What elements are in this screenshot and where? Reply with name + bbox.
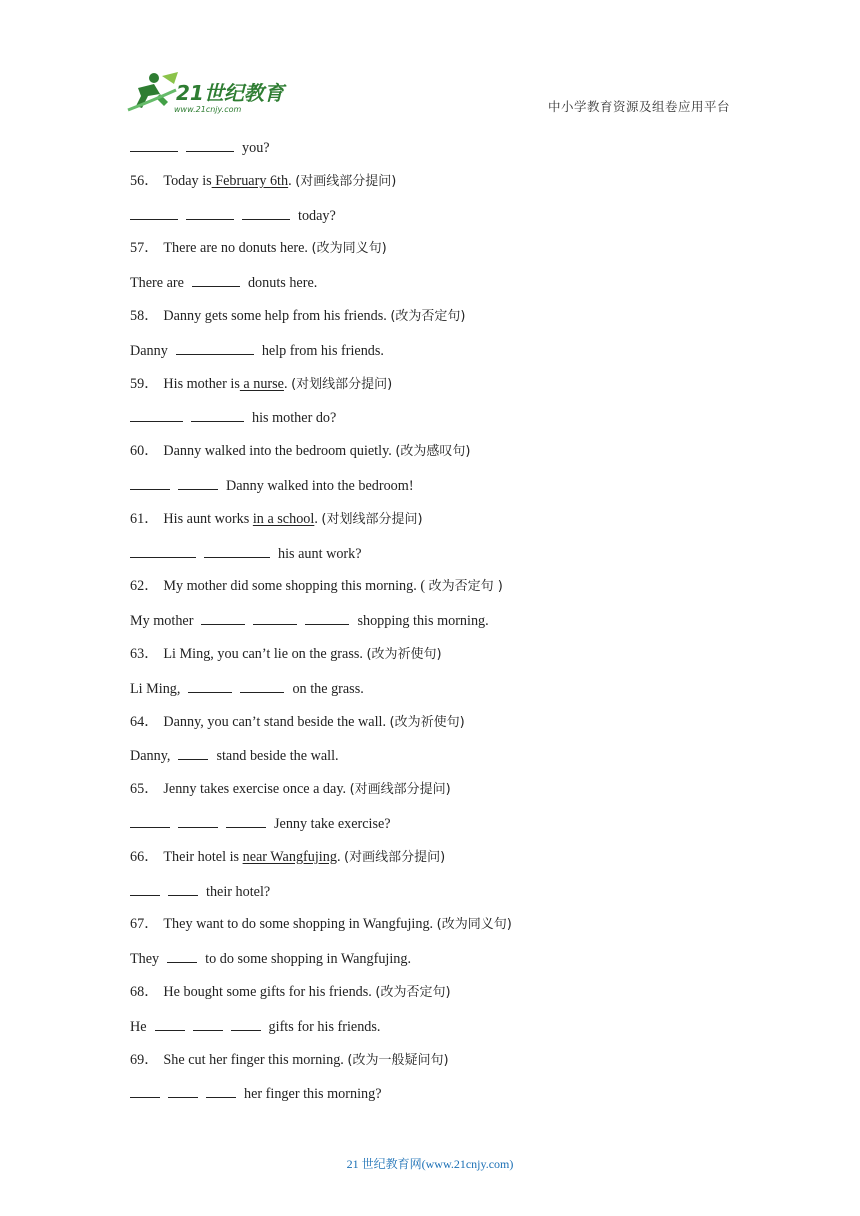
question-line <box>130 441 750 475</box>
answer-line <box>130 475 750 509</box>
instruction-text: 改为否定句 ) <box>428 579 503 595</box>
answer-blank[interactable] <box>155 1016 185 1031</box>
question-number: 62． <box>130 578 159 595</box>
answer-blank[interactable] <box>130 881 160 896</box>
answer-line <box>130 407 750 441</box>
question-text-tail: . <box>283 375 292 392</box>
question-line <box>130 374 750 408</box>
question-number: 63． <box>130 645 159 662</box>
answer-prefix: Li Ming, <box>130 680 181 697</box>
answer-blank[interactable] <box>193 1016 223 1031</box>
question-number: 65． <box>130 781 159 798</box>
answer-blank[interactable] <box>130 205 178 220</box>
page-footer: 21 世纪教育网(www.21cnjy.com) <box>346 1157 514 1171</box>
question-line <box>130 576 750 610</box>
question-line <box>130 1050 750 1084</box>
question-line <box>130 982 750 1016</box>
question-line <box>130 509 750 543</box>
answer-suffix: you? <box>242 140 270 156</box>
answer-prefix: They <box>130 951 160 968</box>
instruction-text: (对划线部分提问) <box>321 511 423 527</box>
answer-line <box>130 813 750 847</box>
question-text: My mother did some shopping this morning. ( <box>163 578 429 595</box>
question-number: 67． <box>130 916 159 933</box>
answer-line <box>130 543 750 577</box>
answer-suffix: Jenny take exercise? <box>274 815 391 832</box>
answer-line <box>130 881 750 915</box>
instruction-text: (改为祈使句) <box>389 714 465 730</box>
instruction-text: (改为同义句) <box>311 241 387 257</box>
answer-suffix: gifts for his friends. <box>268 1018 381 1035</box>
answer-blank[interactable] <box>130 137 178 152</box>
question-text: His mother is <box>163 375 240 392</box>
answer-suffix: his mother do? <box>252 410 337 427</box>
logo-url: www.21cnjy.com <box>174 105 242 114</box>
answer-line <box>130 205 750 239</box>
underlined-phrase: a nurse <box>239 375 284 392</box>
question-text: She cut her finger this morning. <box>163 1051 348 1068</box>
answer-line <box>130 610 750 644</box>
question-number: 61． <box>130 510 159 527</box>
instruction-text: (对画线部分提问) <box>349 782 451 798</box>
question-text: Li Ming, you can’t lie on the grass. <box>163 645 367 662</box>
answer-blank[interactable] <box>178 745 208 760</box>
runner-icon <box>128 72 178 110</box>
question-line <box>130 171 750 205</box>
question-line <box>130 712 750 746</box>
question-text: He bought some gifts for his friends. <box>163 983 376 1000</box>
answer-prefix: Danny <box>130 342 168 359</box>
instruction-text: (对画线部分提问) <box>295 173 397 189</box>
question-number: 56． <box>130 172 159 189</box>
instruction-text: (改为祈使句) <box>366 646 442 662</box>
answer-line <box>130 678 750 712</box>
answer-blank[interactable] <box>191 407 244 422</box>
answer-suffix: stand beside the wall. <box>216 748 339 765</box>
answer-line <box>130 137 750 171</box>
answer-suffix: today? <box>298 207 336 224</box>
answer-suffix: donuts here. <box>247 275 318 292</box>
question-number: 68． <box>130 983 159 1000</box>
question-number: 57． <box>130 240 159 257</box>
underlined-phrase: near Wangfujing <box>242 848 337 865</box>
instruction-text: (对画线部分提问) <box>344 849 446 865</box>
answer-blank[interactable] <box>242 205 290 220</box>
answer-line <box>130 1083 750 1117</box>
question-number: 64． <box>130 713 159 730</box>
instruction-text: (对划线部分提问) <box>291 376 393 392</box>
answer-suffix: to do some shopping in Wangfujing. <box>205 951 412 968</box>
answer-blank[interactable] <box>186 205 234 220</box>
instruction-text: (改为否定句) <box>375 984 451 1000</box>
answer-blank[interactable] <box>167 948 197 963</box>
question-number: 59． <box>130 375 159 392</box>
question-text-tail: . <box>336 848 345 865</box>
question-text-tail: . <box>314 510 322 527</box>
answer-suffix: help from his friends. <box>261 342 384 359</box>
answer-suffix: Danny walked into the bedroom! <box>226 477 414 494</box>
instruction-text: (改为感叹句) <box>395 444 471 460</box>
answer-blank[interactable] <box>130 543 196 558</box>
question-text: His aunt works <box>163 510 253 527</box>
answer-blank[interactable] <box>130 475 170 490</box>
question-line <box>130 238 750 272</box>
question-text: Jenny takes exercise once a day. <box>163 781 350 798</box>
question-text: There are no donuts here. <box>163 240 312 257</box>
answer-line <box>130 340 750 374</box>
platform-name: 中小学教育资源及组卷应用平台 <box>547 99 730 114</box>
answer-blank[interactable] <box>206 1083 236 1098</box>
question-text-tail: . <box>288 172 296 189</box>
answer-blank[interactable] <box>178 475 218 490</box>
answer-prefix: There are <box>130 275 184 292</box>
answer-suffix: her finger this morning? <box>244 1086 382 1103</box>
question-text: Danny walked into the bedroom quietly. <box>163 443 396 460</box>
instruction-text: (改为同义句) <box>436 917 512 933</box>
instruction-text: (改为一般疑问句) <box>347 1052 449 1068</box>
logo-21cnjy <box>124 70 294 116</box>
question-text: They want to do some shopping in Wangfujing. <box>163 916 437 933</box>
question-text: Danny, you can’t stand beside the wall. <box>163 713 390 730</box>
question-line <box>130 847 750 881</box>
answer-line <box>130 1016 750 1050</box>
answer-blank[interactable] <box>240 678 284 693</box>
question-line <box>130 779 750 813</box>
answer-line <box>130 745 750 779</box>
answer-suffix: their hotel? <box>206 883 271 900</box>
question-text: Danny gets some help from his friends. <box>163 307 391 324</box>
answer-blank[interactable] <box>130 1083 160 1098</box>
answer-prefix: He <box>130 1018 147 1035</box>
question-line <box>130 306 750 340</box>
answer-blank[interactable] <box>253 610 297 625</box>
answer-blank[interactable] <box>188 678 232 693</box>
question-text: Today is <box>163 172 212 189</box>
answer-prefix: Danny, <box>130 748 171 765</box>
answer-blank[interactable] <box>201 610 245 625</box>
answer-line <box>130 272 750 306</box>
answer-blank[interactable] <box>305 610 349 625</box>
question-line <box>130 644 750 678</box>
answer-blank[interactable] <box>204 543 270 558</box>
answer-blank[interactable] <box>192 272 240 287</box>
underlined-phrase: in a school <box>252 510 315 527</box>
answer-blank[interactable] <box>178 813 218 828</box>
exercise-list <box>130 137 750 1117</box>
logo-title: 21世纪教育 <box>176 81 284 105</box>
answer-blank[interactable] <box>130 407 183 422</box>
answer-line <box>130 948 750 982</box>
question-text: Their hotel is <box>163 848 243 865</box>
answer-blank[interactable] <box>168 881 198 896</box>
answer-blank[interactable] <box>168 1083 198 1098</box>
answer-blank[interactable] <box>231 1016 261 1031</box>
instruction-text: (改为否定句) <box>390 308 466 324</box>
answer-suffix: his aunt work? <box>278 545 362 562</box>
answer-suffix: on the grass. <box>292 680 364 697</box>
answer-blank[interactable] <box>226 813 266 828</box>
question-number: 66． <box>130 848 159 865</box>
answer-blank[interactable] <box>176 340 254 355</box>
answer-prefix: My mother <box>130 613 194 630</box>
answer-blank[interactable] <box>186 137 234 152</box>
answer-suffix: shopping this morning. <box>357 613 489 630</box>
question-number: 69． <box>130 1051 159 1068</box>
page-header <box>0 0 860 130</box>
question-number: 58． <box>130 307 159 324</box>
question-line <box>130 914 750 948</box>
answer-blank[interactable] <box>130 813 170 828</box>
question-number: 60． <box>130 443 159 460</box>
underlined-phrase: February 6th <box>211 172 289 189</box>
